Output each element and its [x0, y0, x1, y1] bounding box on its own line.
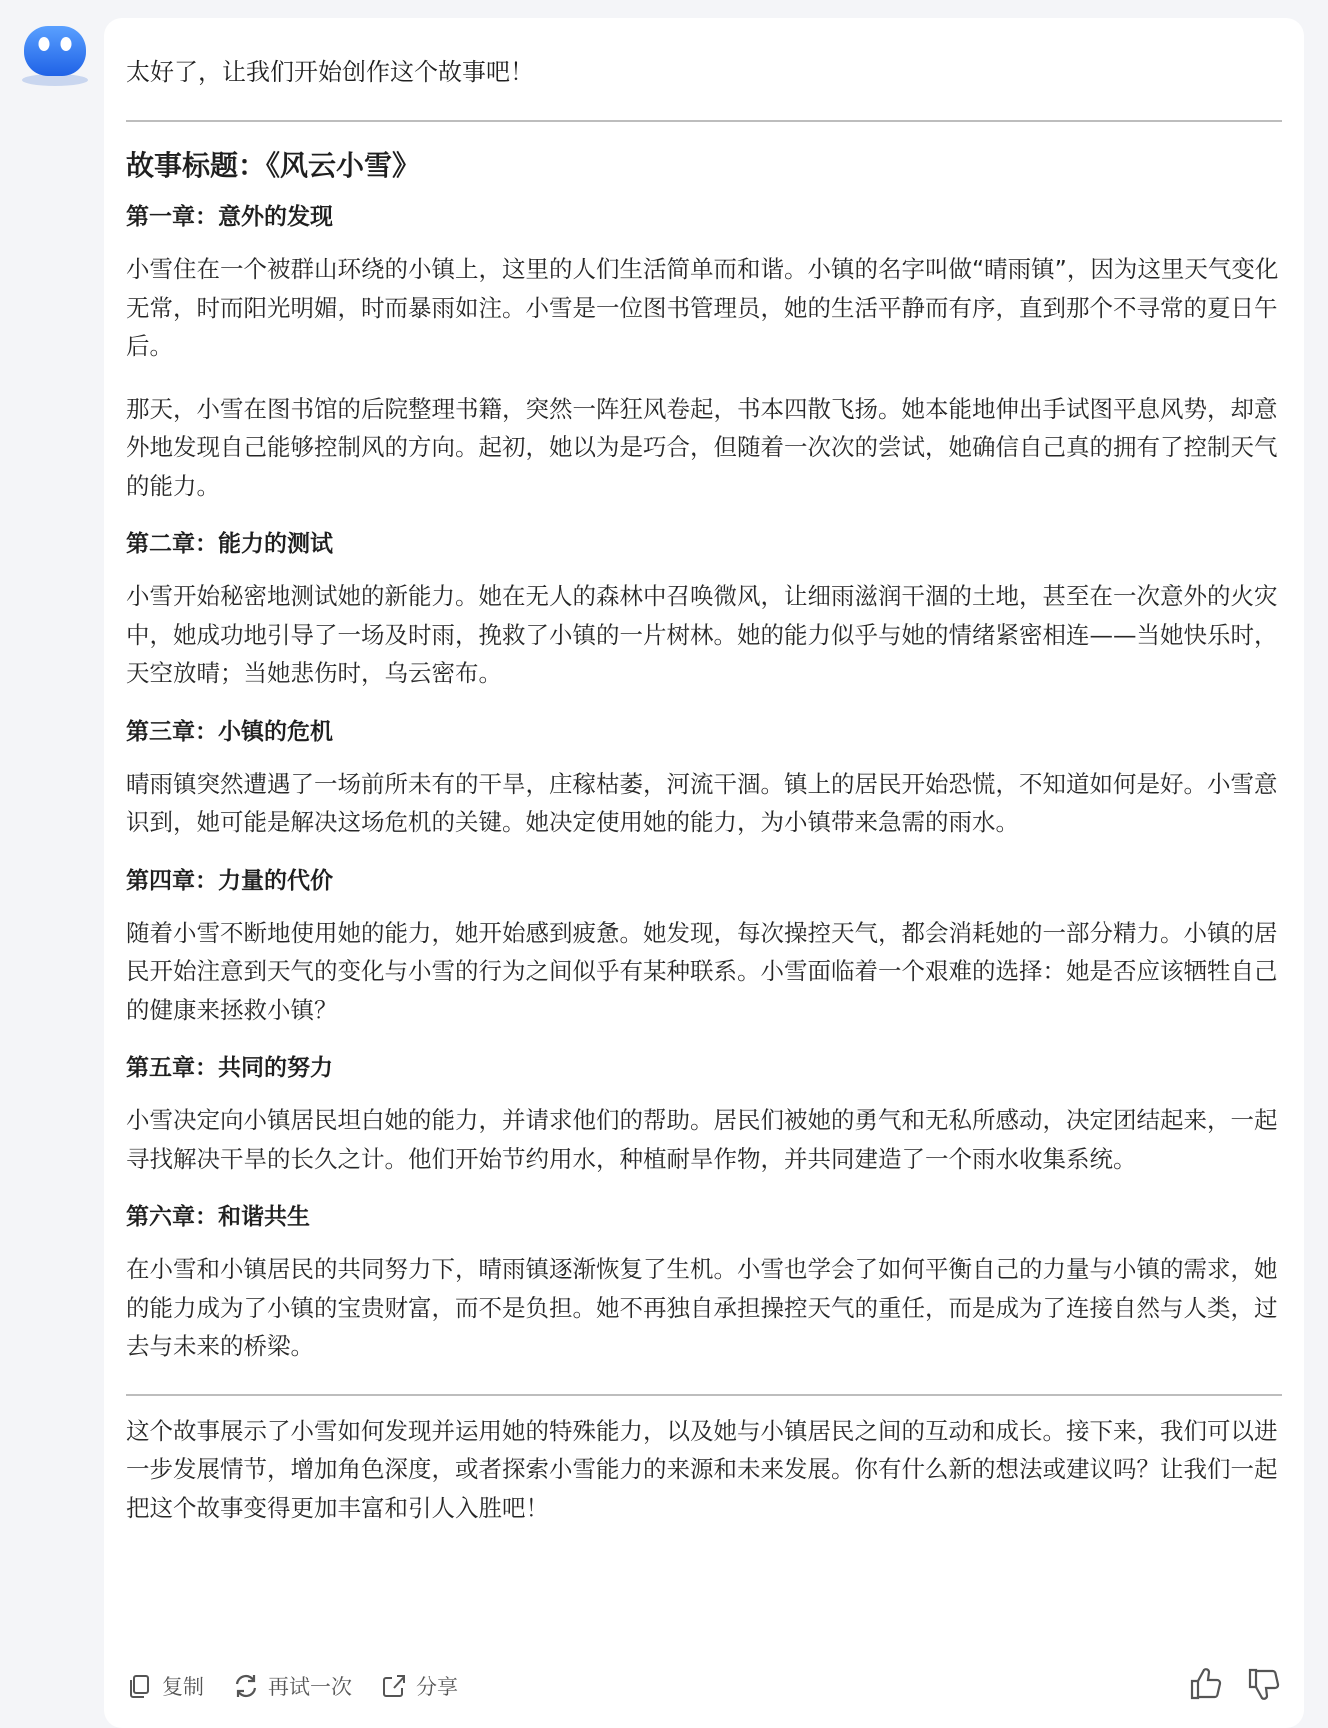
thumbs-down-icon	[1246, 1666, 1282, 1702]
refresh-icon	[232, 1672, 260, 1700]
divider-bottom	[126, 1394, 1282, 1396]
chapter-6	[126, 1200, 1282, 1366]
story-title: 故事标题：《风云小雪》	[126, 149, 421, 182]
divider-top	[126, 120, 1282, 122]
message-intro: 太好了，让我们开始创作这个故事吧！	[126, 58, 534, 86]
chapter-title: 第一章：意外的发现	[126, 204, 333, 230]
thumbs-up-button[interactable]	[1166, 1666, 1224, 1707]
chapter-title: 第四章：力量的代价	[126, 867, 333, 894]
chapter-2	[126, 527, 1282, 693]
share-button[interactable]	[380, 1671, 458, 1701]
retry-label: 再试一次	[268, 1675, 352, 1699]
copy-button[interactable]	[126, 1671, 204, 1701]
chapter-5	[126, 1051, 1282, 1178]
chapter-paragraph: 小雪住在一个被群山环绕的小镇上，这里的人们生活简单而和谐。小镇的名字叫做“晴雨镇”，因为这里天气变化无常，时而阳光明媚，时而暴雨如注。小雪是一位图书管理员，她的生活平静而有序，直到那个不寻常的夏日午后。	[126, 255, 1279, 360]
thumbs-up-icon	[1188, 1666, 1224, 1702]
share-label: 分享	[416, 1675, 458, 1699]
chapter-paragraph: 晴雨镇突然遭遇了一场前所未有的干旱，庄稼枯萎，河流干涸。镇上的居民开始恐慌，不知道如何是好。小雪意识到，她可能是解决这场危机的关键。她决定使用她的能力，为小镇带来急需的雨水。	[126, 769, 1278, 836]
retry-button[interactable]	[232, 1671, 352, 1701]
robot-face-icon	[20, 24, 90, 88]
chapter-paragraph: 小雪开始秘密地测试她的新能力。她在无人的森林中召唤微风，让细雨滋润干涸的土地，甚至在一次意外的火灾中，她成功地引导了一场及时雨，挽救了小镇的一片树林。她的能力似乎与她的情绪紧密相连——当她快乐时，天空放晴；当她悲伤时，乌云密布。	[126, 582, 1278, 687]
chapter-paragraph: 随着小雪不断地使用她的能力，她开始感到疲惫。她发现，每次操控天气，都会消耗她的一部分精力。小镇的居民开始注意到天气的变化与小雪的行为之间似乎有某种联系。小雪面临着一个艰难的选择：她是否应该牺牲自己的健康来拯救小镇？	[126, 918, 1278, 1024]
assistant-avatar	[20, 24, 90, 88]
share-icon	[380, 1672, 408, 1700]
message-outro: 这个故事展示了小雪如何发现并运用她的特殊能力，以及她与小镇居民之间的互动和成长。接下来，我们可以进一步发展情节，增加角色深度，或者探索小雪能力的来源和未来发展。你有什么新的想法或建议吗？让我们一起把这个故事变得更加丰富和引人入胜吧！	[126, 1416, 1278, 1522]
assistant-message-card	[104, 18, 1304, 1728]
copy-icon	[126, 1672, 154, 1700]
chapter-paragraph: 在小雪和小镇居民的共同努力下，晴雨镇逐渐恢复了生机。小雪也学会了如何平衡自己的力量与小镇的需求，她的能力成为了小镇的宝贵财富，而不是负担。她不再独自承担操控天气的重任，而是成为了连接自然与人类，过去与未来的桥梁。	[126, 1255, 1278, 1360]
chapter-title: 第六章：和谐共生	[126, 1204, 310, 1230]
chapter-title: 第二章：能力的测试	[126, 531, 333, 557]
chapter-4	[126, 864, 1282, 1030]
chapter-title: 第五章：共同的努力	[126, 1055, 333, 1081]
chapter-1	[126, 200, 1282, 505]
thumbs-down-button[interactable]	[1224, 1666, 1282, 1707]
copy-label: 复制	[162, 1675, 204, 1699]
message-actions	[126, 1664, 1282, 1708]
chapter-paragraph: 小雪决定向小镇居民坦白她的能力，并请求他们的帮助。居民们被她的勇气和无私所感动，决定团结起来，一起寻找解决干旱的长久之计。他们开始节约用水，种植耐旱作物，并共同建造了一个雨水收集系统。	[126, 1106, 1278, 1173]
chapter-paragraph: 那天，小雪在图书馆的后院整理书籍，突然一阵狂风卷起，书本四散飞扬。她本能地伸出手试图平息风势，却意外地发现自己能够控制风的方向。起初，她以为是巧合，但随着一次次的尝试，她确信自己真的拥有了控制天气的能力。	[126, 394, 1278, 500]
chapter-title: 第三章：小镇的危机	[126, 718, 333, 745]
chapter-3	[126, 715, 1282, 842]
